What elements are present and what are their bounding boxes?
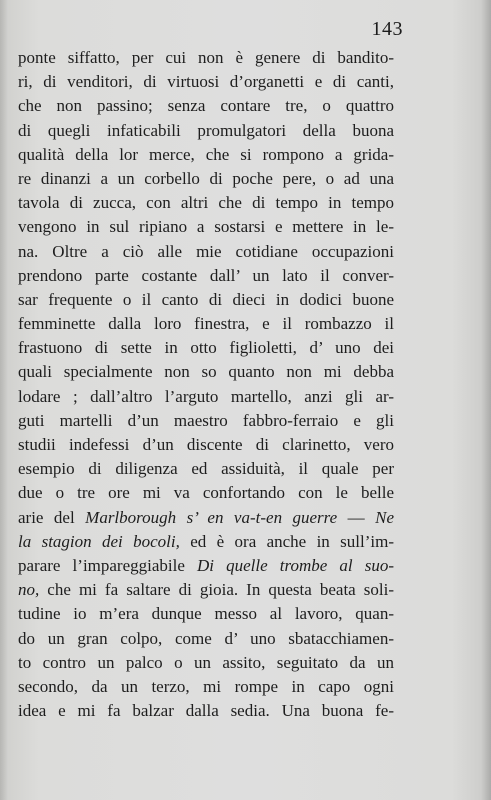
text-segment: di quegli infaticabili promulgatori della buona xyxy=(18,120,394,140)
text-line xyxy=(18,240,394,264)
text-line xyxy=(18,409,394,433)
text-segment: re dinanzi a un corbello di poche pere, o ad una xyxy=(18,168,394,188)
text-segment: tudine io m’era dunque messo al lavoro, quan- xyxy=(18,604,394,624)
text-segment: ponte siffatto, per cui non è genere di bandito- xyxy=(18,48,394,67)
text-segment: prendono parte costante dall’ un lato il conver- xyxy=(18,265,394,285)
text-line xyxy=(18,554,394,578)
text-line xyxy=(18,312,394,336)
italic-text-segment: la stagion dei bocoli, xyxy=(18,531,180,551)
text-segment: — xyxy=(337,507,376,527)
text-line xyxy=(18,651,394,675)
text-segment: vengono in sul ripiano a sostarsi e mettere in le- xyxy=(18,217,394,237)
text-segment: secondo, da un terzo, mi rompe in capo ogni xyxy=(18,676,394,696)
text-segment: quali specialmente non so quanto non mi debba xyxy=(18,362,394,382)
text-line xyxy=(18,578,394,602)
page-number: 143 xyxy=(371,18,403,40)
text-line xyxy=(18,627,394,651)
text-segment: studii indefessi d’un discente di clarinetto, vero xyxy=(18,435,394,454)
text-segment: parare l’impareggiabile xyxy=(18,555,198,575)
text-line xyxy=(18,481,394,505)
text-segment: ed è ora anche in sull’im- xyxy=(179,531,394,551)
text-segment: qualità della lor merce, che si rompono a grida- xyxy=(18,144,394,164)
text-segment: che non passino; senza contare tre, o quattro xyxy=(18,96,394,116)
text-line xyxy=(18,191,394,215)
text-line xyxy=(18,215,394,239)
text-line xyxy=(18,385,394,409)
text-segment: ri, di venditori, di virtuosi d’organetti e di canti, xyxy=(18,72,394,92)
text-segment: femminette dalla loro finestra, e il rombazzo il xyxy=(18,314,394,334)
text-segment: due o tre ore mi va confortando con le belle xyxy=(18,483,394,503)
text-line xyxy=(18,457,394,481)
text-segment: na. Oltre a ciò alle mie cotidiane occupazioni xyxy=(18,241,394,261)
text-line xyxy=(18,530,394,554)
text-line xyxy=(18,264,394,288)
text-line xyxy=(18,46,394,70)
text-line xyxy=(18,119,394,143)
italic-text-segment: no, xyxy=(18,580,40,600)
text-segment: lodare ; dall’altro l’arguto martello, anzi gli ar- xyxy=(18,386,394,406)
text-segment: do un gran colpo, come d’ uno sbatacchiamen- xyxy=(18,628,394,648)
text-line xyxy=(18,94,394,118)
italic-text-segment: Marlborough s’ en va-t-en guerre xyxy=(85,507,338,527)
text-segment: idea e mi fa balzar dalla sedia. Una buona fe- xyxy=(18,701,394,721)
body-text xyxy=(18,46,394,723)
text-segment: tavola di zucca, con altri che di tempo in tempo xyxy=(18,193,394,213)
text-line xyxy=(18,288,394,312)
italic-text-segment: Ne xyxy=(375,507,395,527)
page-gutter-shadow xyxy=(0,0,8,800)
text-line xyxy=(18,70,394,94)
text-line xyxy=(18,143,394,167)
text-line xyxy=(18,699,394,723)
text-segment: sar frequente o il canto di dieci in dodici buone xyxy=(18,289,394,309)
text-line xyxy=(18,336,394,360)
text-segment: esempio di diligenza ed assiduità, il quale per xyxy=(18,459,394,479)
text-line xyxy=(18,675,394,699)
text-line xyxy=(18,602,394,626)
text-segment: frastuono di sette in otto figlioletti, d’ uno dei xyxy=(18,338,394,358)
page-edge-shadow xyxy=(481,0,491,800)
text-line xyxy=(18,360,394,384)
italic-text-segment: Di quelle trombe al suo- xyxy=(197,555,394,575)
text-line xyxy=(18,506,394,530)
text-segment: to contro un palco o un assito, seguitato da un xyxy=(18,652,394,672)
text-segment: che mi fa saltare di gioia. In questa beata soli- xyxy=(39,580,394,600)
text-segment: arie del xyxy=(18,507,86,527)
text-line xyxy=(18,167,394,191)
text-segment: guti martelli d’un maestro fabbro-ferraio e gli xyxy=(18,410,394,430)
text-line xyxy=(18,433,394,457)
